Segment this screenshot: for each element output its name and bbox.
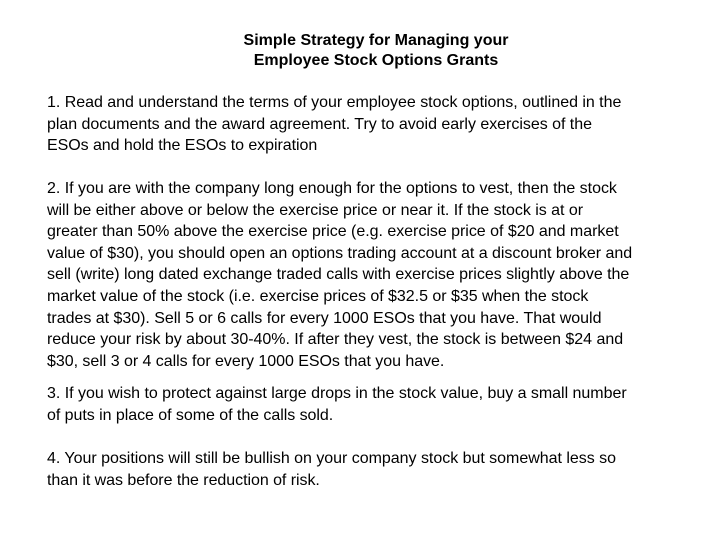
text-line: plan documents and the award agreement. Try to avoid early exercises of the [47,115,592,133]
text-line: than it was before the reduction of risk. [47,471,320,489]
text-line: 4. Your positions will still be bullish on your company stock but somewhat less so [47,450,616,467]
paragraph-1-read-terms [47,92,728,157]
paragraph-3-buy-puts [47,383,728,426]
text-line: 3. If you wish to protect against large drops in the stock value, buy a small number [47,385,627,402]
text-line: will be either above or below the exercise price or near it. If the stock is at or [47,201,584,219]
title-line-2: Employee Stock Options Grants [253,52,499,69]
text-line: of puts in place of some of the calls sold. [47,406,334,424]
title-line-1: Simple Strategy for Managing your [243,32,509,49]
document-title [0,31,728,71]
text-line: greater than 50% above the exercise price (e.g. exercise price of $20 and market [47,223,619,241]
text-line: sell (write) long dated exchange traded calls with exercise prices slightly above the [47,266,630,284]
paragraph-2-sell-calls [47,178,728,372]
paragraph-4-bullish-positions [47,448,728,491]
text-line: $30, sell 3 or 4 calls for every 1000 ESOs that you have. [47,352,445,370]
text-line: reduce your risk by about 30-40%. If after they vest, the stock is between $24 and [47,331,624,349]
text-line: 1. Read and understand the terms of your employee stock options, outlined in the [47,94,622,111]
text-line: trades at $30). Sell 5 or 6 calls for every 1000 ESOs that you have. That would [47,309,602,327]
text-line: value of $30), you should open an options trading account at a discount broker and [47,244,633,262]
text-line: ESOs and hold the ESOs to expiration [47,137,318,155]
text-line: 2. If you are with the company long enough for the options to vest, then the stock [47,180,617,197]
text-line: market value of the stock (i.e. exercise prices of $32.5 or $35 when the stock [47,287,589,305]
